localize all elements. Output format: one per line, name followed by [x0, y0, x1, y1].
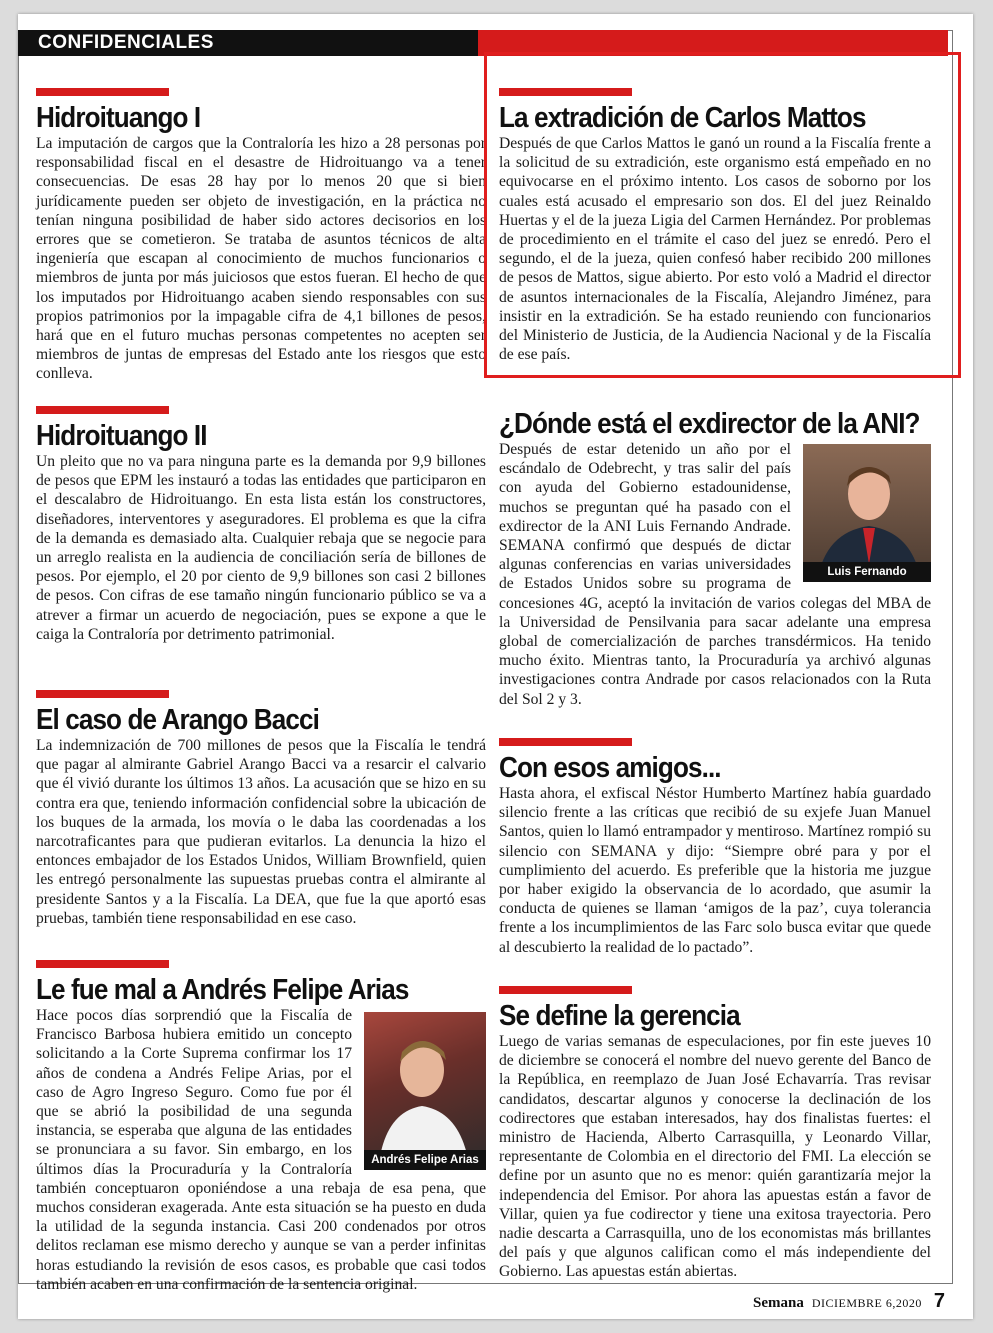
article-red-bar — [36, 690, 169, 698]
section-label: CONFIDENCIALES — [18, 30, 478, 56]
article-body: La imputación de cargos que la Contraloría les hizo a 28 personas por responsabilidad fiscal en el desastre de Hidroituango va a tener consecuencias. De esas 28 hay por lo menos 20 que si bien jurídicamente pueden ser objeto de investigación, en la práctica no tenían ninguna posibilidad de haber sido actores decisorios en los errores que se cometieron. Se trataba de asuntos técnicos de alta ingeniería que escapan al conocimiento de muchos funcionarios o miembros de junta por más juiciosos que estos fueran. El hecho de que los imputados por Hidroituango acaben siendo responsables con sus propios patrimonios por la impagable cifra de 4,1 billones de pesos, hará que en el futuro muchas personas competentes no acepten ser miembros de juntas de empresas del Estado ante los riesgos que esto conlleva. — [36, 135, 486, 383]
article-red-bar — [499, 738, 632, 746]
article-body: Hace pocos días sorprendió que la Fiscalía de Francisco Barbosa hubiera emitido un concepto solicitando a la Corte Suprema confirmar los 17 años de condena a Andrés Felipe Arias, por el caso de Agro Ingreso Seguro. Como fue por él que se abrió la posibilidad de una segunda instancia, se esperaba que alguna de las entidades se pronunciara a su favor. Sin embargo, en los últimos días la Procuraduría y la Contraloría también conceptuaron oponiéndose a una rebaja de esa pena, que muchos consideran exagerada. Ante esta situación se ha puesto en duda la utilidad de la segunda instancia. Casi 200 condenados por otros delitos reclaman ese mismo derecho y aunque se van a perder infinitas horas estudiando la revisión de esos casos, es probable que casi todos también acaben en una confirmación de la sentencia original. — [36, 1007, 486, 1293]
article-hidroituango-1 — [36, 88, 486, 398]
article-body: La indemnización de 700 millones de pesos que la Fiscalía le tendrá que pagar al almirante Gabriel Arango Bacci va a resarcir el calvario que él vivió durante los últimos 13 años. La acusación que se hizo en su contra era que, teniendo información confidencial sobre la ubicación de los buques de la armada, los movía o le daba las coordenadas a los narcotraficantes para que pudieran evitarlos. La denuncia la hizo el entonces embajador de los Estados Unidos, William Brownfield, quien les entregó personalmente las supuestas pruebas contra el almirante al presidente Santos y a la Fiscalía. La DEA, que fue la que aportó esas pruebas, también tiene responsabilidad en ese caso. — [36, 737, 486, 927]
article-con-esos-amigos — [499, 738, 931, 986]
article-red-bar — [499, 986, 632, 994]
article-title: Con esos amigos... — [499, 752, 721, 784]
article-body: Después de estar detenido un año por el escándalo de Odebrecht, y tras salir del país con ayuda del Gobierno estadounidense, muchos se preguntan qué ha pasado con el exdirector de la ANI Luis Fernando Andrade. SEMANA confirmó que después de dictar algunas conferencias en varias universidades de Estados Unidos sobre su programa de concesiones 4G, aceptó la invitación de varios colegas del MBA de la Universidad de Pensilvania para sacar adelante una empresa global de comercialización de parches transdérmicos. Ha tenido mucho éxito. Mientras tanto, la Procuraduría ya archivó algunas investigaciones contra Andrade por casos relacionados con la Ruta del Sol 2 y 3. — [499, 441, 931, 708]
article-red-bar — [36, 406, 169, 414]
article-arango-bacci — [36, 690, 486, 960]
article-red-bar — [36, 88, 169, 96]
magazine-name: Semana — [753, 1295, 804, 1311]
issue-date: DICIEMBRE 6,2020 — [811, 1296, 922, 1310]
article-andres-felipe-arias — [36, 960, 486, 1294]
article-body: Después de que Carlos Mattos le ganó un round a la Fiscalía frente a la solicitud de su extradición, este organismo está empeñado en no equivocarse en el próximo intento. Los casos de soborno por los cuales está acusado el empresario son dos. El del juez Reinaldo Huertas y el de la jueza Ligia del Carmen Hernández. Por problemas de procedimiento en el trámite el caso del juez se enredó. Pero el segundo, el de la jueza, quien confesó haber recibido 200 millones de pesos de Mattos, sigue abierto. Por esto voló a Madrid el director de asuntos internacionales de la Fiscalía, Alejandro Jiménez, para insistir en la extradición. Se ha estado reuniendo con funcionarios del Ministerio de Justicia, de la Audiencia Nacional y de la Fiscalía de ese país. — [499, 135, 931, 364]
article-red-bar — [36, 960, 169, 968]
article-title: ¿Dónde está el exdirector de la ANI? — [499, 408, 920, 440]
page-number: 7 — [933, 1290, 945, 1312]
photo-caption: Luis Fernando Andrade — [803, 562, 931, 582]
article-title: La extradición de Carlos Mattos — [499, 102, 866, 134]
article-title: Hidroituango I — [36, 102, 201, 134]
article-title: El caso de Arango Bacci — [36, 704, 319, 736]
andrade-photo — [803, 444, 931, 598]
article-body: Luego de varias semanas de especulaciones, por fin este jueves 10 de diciembre se conocerá el nombre del nuevo gerente del Banco de la República, en reemplazo de Juan José Echavarría. Tras revisar candidatos, descartar algunos y conocerse la declinación de los codirectores que estaban interesados, hay dos finalistas fuertes: el ministro de Hacienda, Alberto Carrasquilla, y Leonardo Villar, representante de Colombia en el directorio del FMI. La elección se define por un asunto que no es menor: quién garantizaría mejor la independencia del Emisor. Por ahora las apuestas están a favor de Villar, quien ya fue codirector y tiene una exitosa trayectoria. Pero nadie descarta a Carrasquilla, uno de los economistas más brillantes del país y que algunos califican como el más independiente del Gobierno. Las apuestas están abiertas. — [499, 1033, 931, 1281]
arias-photo — [364, 1012, 486, 1170]
article-body: Un pleito que no va para ninguna parte es la demanda por 9,9 billones de pesos que EPM les instauró a todas las entidades que participaron en el descalabro de Hidroituango. En esta lista están los constructores, diseñadores, interventores y aseguradores. El problema es que la cifra de la demanda es demasiado alta. Cualquier rebaja que se negocie para un arreglo realista en la audiencia de conciliación sería de billones de pesos. Por ejemplo, el 20 por ciento de 9,9 billones son casi 2 billones de pesos. Con cifras de ese tamaño ningún funcionario público se va a atrever a firmar un acuerdo de negociación, pues se expone a que le caiga la Contraloría por detrimento patrimonial. — [36, 453, 486, 643]
article-title: Hidroituango II — [36, 420, 207, 452]
article-hidroituango-2 — [36, 406, 486, 682]
left-column — [36, 66, 486, 1294]
article-title: Le fue mal a Andrés Felipe Arias — [36, 974, 409, 1006]
article-body: Hasta ahora, el exfiscal Néstor Humberto Martínez había guardado silencio frente a las críticas que recibió de su exjefe Juan Manuel Santos, quien lo llamó entrampador y mentiroso. Martínez rompió su silencio con SEMANA y dijo: “Siempre obré para y por el cumplimiento del acuerdo. Es preferible que la historia me juzgue por haber exigido la observancia de lo acordado, que asumir la conducta de quienes se llaman ‘amigos de la paz’, cuya tolerancia frente a los incumplimientos de las Farc solo busca evitar que quede al descubierto la realidad de lo pactado”. — [499, 785, 931, 956]
article-exdirector-ani — [499, 408, 931, 738]
photo-caption: Andrés Felipe Arias — [364, 1150, 486, 1170]
page-footer — [753, 1290, 945, 1313]
highlight-box — [484, 52, 961, 378]
person-portrait-icon — [364, 1012, 486, 1170]
article-se-define-la-gerencia — [499, 986, 931, 1282]
article-title: Se define la gerencia — [499, 1000, 740, 1032]
